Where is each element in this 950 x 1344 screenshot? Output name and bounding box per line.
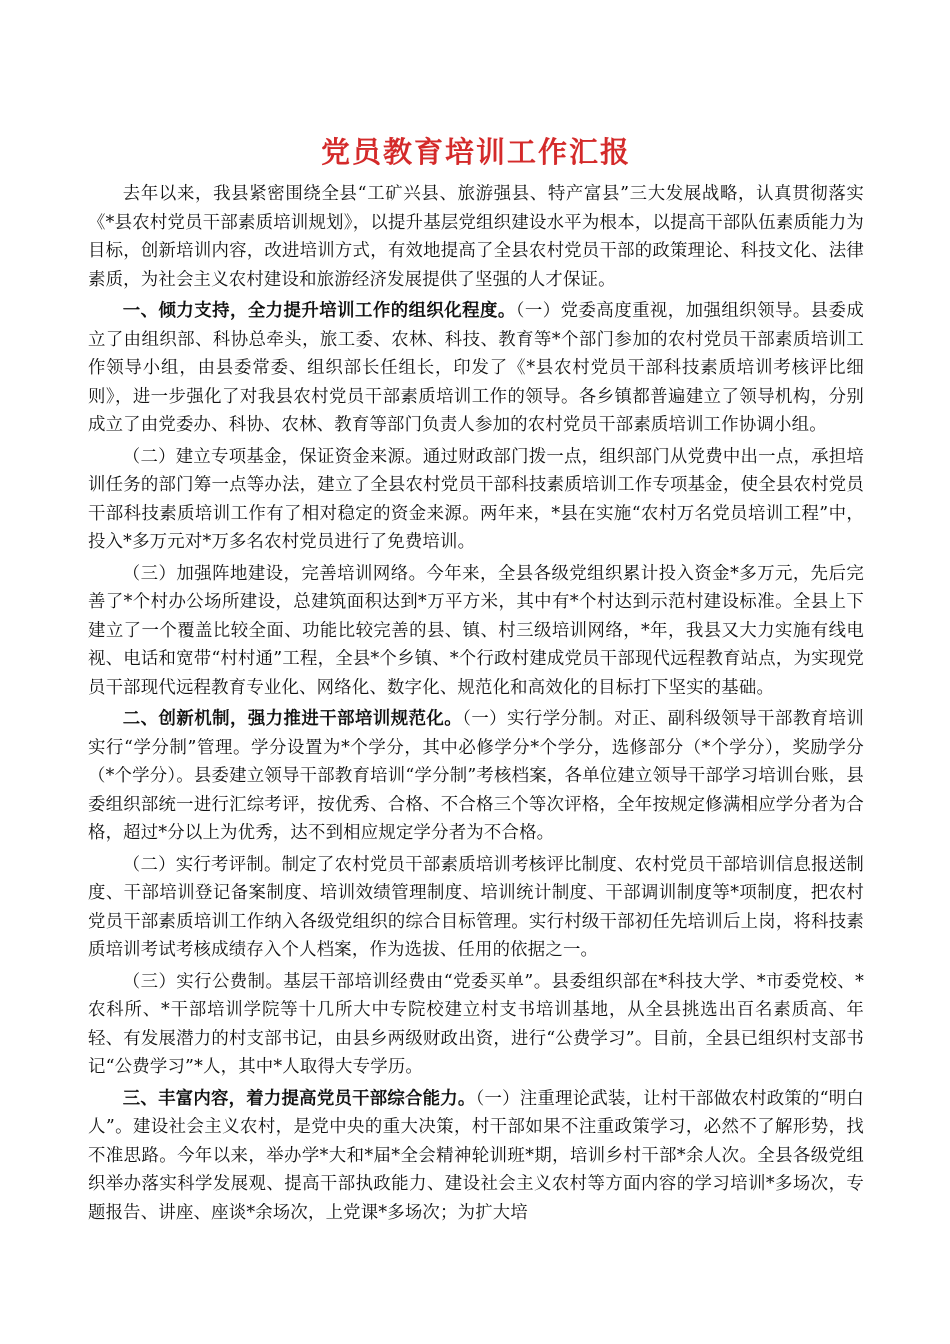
paragraph-text: （二）建立专项基金，保证资金来源。通过财政部门拨一点，组织部门从党费中出一点，承担培训任务的部门筹一点等办法，建立了全县农村党员干部科技素质培训工作专项基金，使全县农村党员干部科技素质培训工作有了相对稳定的资金来源。两年来，*县在实施“农村万名党员培训工程”中，投入*多万元对*万多名农村党员进行了免费培训。 (88, 446, 864, 552)
paragraph-text: （三）实行公费制。基层干部培训经费由“党委买单”。县委组织部在*科技大学、*市委党校、*农科所、*干部培训学院等十几所大中专院校建立村支书培训基地，从全县挑选出百名素质高、年轻、有发展潜力的村支部书记，由县乡两级财政出资，进行“公费学习”。目前，全县已组织村支部书记“公费学习”*人，其中*人取得大专学历。 (88, 971, 864, 1077)
paragraph-section-2 (88, 705, 864, 848)
document-page (88, 130, 864, 1230)
section-heading: 二、创新机制，强力推进干部培训规范化。 (122, 709, 463, 729)
paragraph-section-2-2 (88, 851, 864, 965)
paragraph-section-2-3 (88, 968, 864, 1082)
paragraph-text: （二）实行考评制。制定了农村党员干部素质培训考核评比制度、农村党员干部培训信息报送制度、干部培训登记备案制度、培训效绩管理制度、培训统计制度、干部调训制度等*项制度，把农村党员干部素质培训工作纳入各级党组织的综合目标管理。实行村级干部初任先培训后上岗，将科技素质培训考试考核成绩存入个人档案，作为选拔、任用的依据之一。 (88, 854, 864, 960)
paragraph-text: （一）党委高度重视，加强组织领导。县委成立了由组织部、科协总牵头，旅工委、农林、科技、教育等*个部门参加的农村党员干部素质培训工作领导小组，由县委常委、组织部长任组长，印发了《*县农村党员干部科技素质培训考核评比细则》，进一步强化了对我县农村党员干部素质培训工作的领导。各乡镇都普遍建立了领导机构，分别成立了由党委办、科协、农林、教育等部门负责人参加的农村党员干部素质培训工作协调小组。 (88, 301, 864, 435)
paragraph-text: （三）加强阵地建设，完善培训网络。今年来，全县各级党组织累计投入资金*多万元，先后完善了*个村办公场所建设，总建筑面积达到*万平方米，其中有*个村达到示范村建设标准。全县上下建立了一个覆盖比较全面、功能比较完善的县、镇、村三级培训网络，*年，我县又大力实施有线电视、电话和宽带“村村通”工程，全县*个乡镇、*个行政村建成党员干部现代远程教育站点，为实现党员干部现代远程教育专业化、网络化、数字化、规范化和高效化的目标打下坚实的基础。 (88, 563, 864, 698)
paragraph-text: （一）实行学分制。对正、副科级领导干部教育培训实行“学分制”管理。学分设置为*个学分，其中必修学分*个学分，选修部分（*个学分），奖励学分（*个学分）。县委建立领导干部教育培训“学分制”考核档案，各单位建立领导干部学习培训台账，县委组织部统一进行汇综考评，按优秀、合格、不合格三个等次评格，全年按规定修满相应学分者为合格，超过*分以上为优秀，达不到相应规定学分者为不合格。 (88, 709, 864, 843)
paragraph-text: 去年以来，我县紧密围绕全县“工矿兴县、旅游强县、特产富县”三大发展战略，认真贯彻落实《*县农村党员干部素质培训规划》，以提升基层党组织建设水平为根本，以提高干部队伍素质能力为目标，创新培训内容，改进培训方式，有效地提高了全县农村党员干部的政策理论、科技文化、法律素质，为社会主义农村建设和旅游经济发展提供了坚强的人才保证。 (88, 184, 864, 290)
paragraph-section-1-2 (88, 443, 864, 557)
section-heading: 三、丰富内容，着力提高党员干部综合能力。 (122, 1088, 476, 1109)
paragraph-section-3 (88, 1085, 864, 1228)
paragraph-section-1 (88, 297, 864, 440)
paragraph-intro (88, 180, 864, 294)
document-title: 党员教育培训工作汇报 (320, 135, 631, 169)
paragraph-section-1-3 (88, 560, 864, 703)
paragraph-text: （一）注重理论武装，让村干部做农村政策的“明白人”。建设社会主义农村，是党中央的重大决策，村干部如果不注重政策学习，必然不了解形势，找不准思路。今年以来，举办学*大和*届*全会精神轮训班*期，培训乡村干部*余人次。全县各级党组织举办落实科学发展观、提高干部执政能力、建设社会主义农村等方面内容的学习培训*多场次，专题报告、讲座、座谈*余场次，上党课*多场次；为扩大培 (88, 1088, 864, 1223)
section-heading: 一、倾力支持，全力提升培训工作的组织化程度。 (122, 301, 516, 321)
